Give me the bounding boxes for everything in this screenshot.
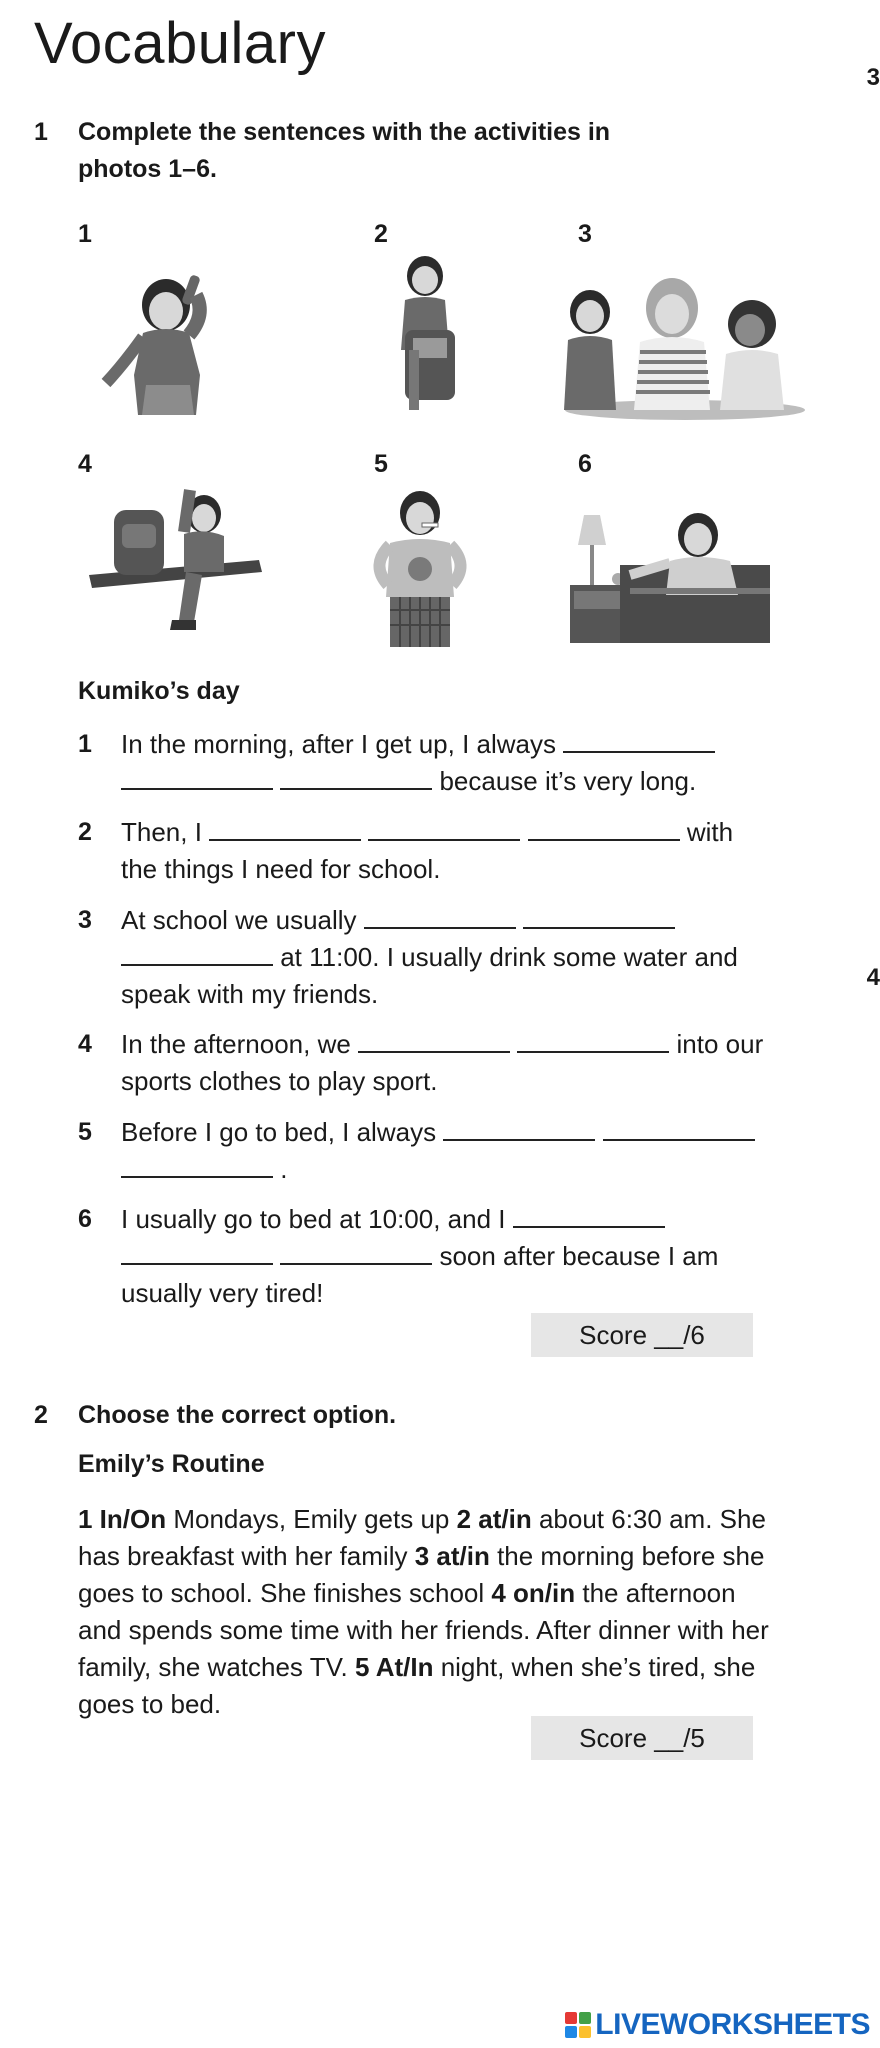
photo-label: 2 — [374, 220, 388, 248]
score-box[interactable]: Score __/6 — [531, 1313, 753, 1357]
score-box[interactable]: Score __/5 — [531, 1716, 753, 1760]
item-text: Then, I with the things I need for school. — [121, 817, 734, 884]
item-text: At school we usually at 11:00. I usually drink some water and speak with my friends. — [121, 905, 738, 1009]
answer-blank[interactable] — [280, 766, 432, 790]
item-number: 5 — [78, 1118, 92, 1146]
item-text: I usually go to bed at 10:00, and I soon after because I am usually very tired! — [121, 1204, 719, 1308]
item-number: 6 — [78, 1205, 92, 1233]
photo-girl-packing-bag — [375, 250, 475, 415]
answer-blank[interactable] — [443, 1117, 595, 1141]
option-choice[interactable]: 1 In/On — [78, 1504, 167, 1534]
item-text: In the morning, after I get up, I always because it’s very long. — [121, 726, 768, 800]
photo-label: 6 — [578, 450, 592, 478]
answer-blank[interactable] — [364, 905, 516, 929]
page-title: Vocabulary — [34, 11, 326, 76]
cut-off-number: 3 — [866, 64, 880, 91]
logo-icon — [565, 2012, 591, 2038]
photo-girl-going-to-bed — [570, 505, 775, 645]
photo-girl-brushing-teeth — [360, 485, 480, 650]
option-choice[interactable]: 5 At/In — [354, 1652, 434, 1682]
answer-blank[interactable] — [280, 1241, 432, 1265]
sentence-item — [78, 902, 768, 1013]
item-number: 2 — [78, 818, 92, 846]
photo-girl-getting-changed — [84, 480, 264, 645]
sentence-item — [78, 814, 768, 888]
answer-blank[interactable] — [513, 1204, 665, 1228]
logo-text: LIVEWORKSHEETS — [595, 2008, 870, 2041]
exercise-instruction: Choose the correct option. — [78, 1401, 397, 1429]
sentence-item — [78, 1026, 768, 1100]
item-text: In the afternoon, we into our sports clothes to play sport. — [121, 1029, 764, 1096]
answer-blank[interactable] — [358, 1029, 510, 1053]
answer-blank[interactable] — [121, 1154, 273, 1178]
answer-blank[interactable] — [563, 729, 715, 753]
photo-label: 5 — [374, 450, 388, 478]
sentence-item — [78, 1114, 768, 1188]
photo-label: 3 — [578, 220, 592, 248]
cut-off-number: 4 — [866, 964, 880, 991]
answer-blank[interactable] — [528, 817, 680, 841]
answer-blank[interactable] — [603, 1117, 755, 1141]
sentence-item — [78, 1201, 768, 1312]
exercise-subheading: Emily’s Routine — [78, 1450, 265, 1478]
liveworksheets-logo[interactable] — [565, 2008, 870, 2042]
exercise-instruction: Complete the sentences with the activities in photos 1–6. — [78, 118, 611, 183]
exercise-number: 1 — [34, 118, 48, 146]
option-choice[interactable]: 2 at/in — [456, 1504, 532, 1534]
answer-blank[interactable] — [121, 942, 273, 966]
exercise-subheading: Kumiko’s day — [78, 677, 240, 705]
item-number: 4 — [78, 1030, 92, 1058]
option-choice[interactable]: 3 at/in — [414, 1541, 490, 1571]
photo-girls-having-break — [560, 270, 810, 420]
answer-blank[interactable] — [121, 766, 273, 790]
routine-paragraph: 1 In/On Mondays, Emily gets up 2 at/in about 6:30 am. She has breakfast with her family 3 at/in the morning before she goes to school. She finishes school 4 on/in the afternoon and spends some time with her friends. After dinner with her family, she watches TV. 5 At/In night, when she’s tired, she goes to bed. — [78, 1504, 769, 1719]
item-text: Before I go to bed, I always . — [121, 1114, 768, 1188]
photo-girl-brushing-hair — [88, 255, 248, 415]
exercise-number: 2 — [34, 1401, 48, 1429]
answer-blank[interactable] — [517, 1029, 669, 1053]
photo-label: 1 — [78, 220, 92, 248]
photo-label: 4 — [78, 450, 92, 478]
sentence-item — [78, 726, 768, 800]
answer-blank[interactable] — [121, 1241, 273, 1265]
item-number: 3 — [78, 906, 92, 934]
option-choice[interactable]: 4 on/in — [491, 1578, 576, 1608]
answer-blank[interactable] — [523, 905, 675, 929]
answer-blank[interactable] — [209, 817, 361, 841]
item-number: 1 — [78, 730, 92, 758]
answer-blank[interactable] — [368, 817, 520, 841]
